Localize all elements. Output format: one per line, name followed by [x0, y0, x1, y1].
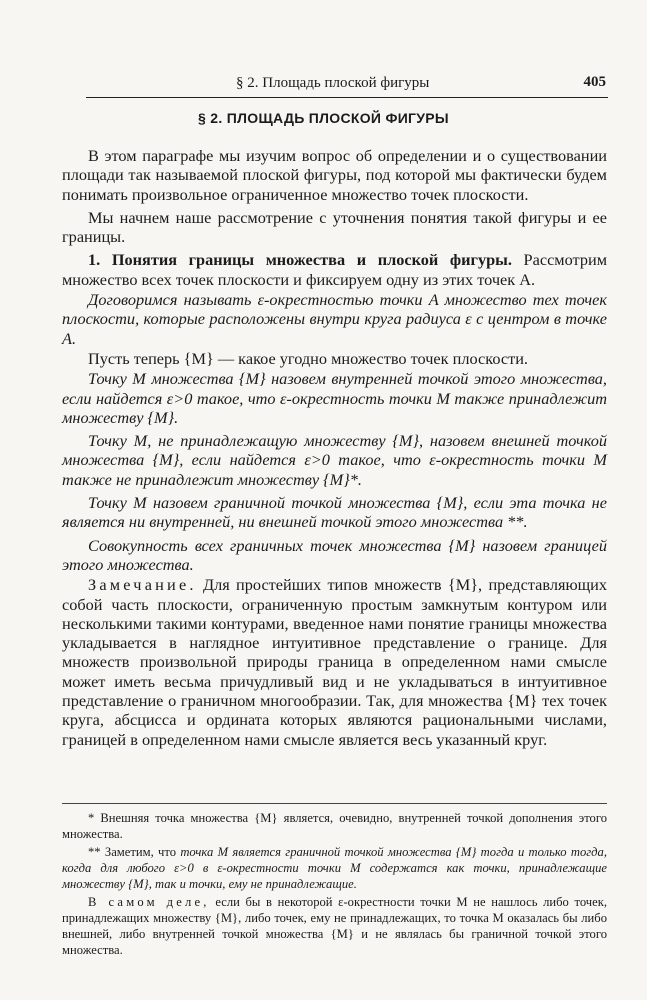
definition-boundary-text: Совокупность всех граничных точек множества {M} назовем границей этого множества. [62, 535, 607, 574]
page-number: 405 [583, 74, 606, 90]
definition-boundary-point-text: Точку M назовем граничной точкой множества {M}, если эта точка не является ни внутренней, ни внешней точкой этого множества **. [62, 493, 607, 532]
section-title: § 2. ПЛОЩАДЬ ПЛОСКОЙ ФИГУРЫ [198, 110, 449, 126]
body-text [62, 146, 607, 753]
definition-interior-point [62, 369, 607, 427]
footnote-2-statement: точка M является граничной точкой множества {M} тогда и только тогда, когда для любого ε>0 в ε-окрестности точки M содержатся как точки, принадлежащие множеству {M}, так и точки, ему не принадлежащие. [62, 845, 607, 891]
footnote-2-lead: ** Заметим, что [88, 845, 181, 859]
definition-neighborhood [62, 290, 607, 348]
remark [62, 575, 607, 749]
paragraph-intro: В этом параграфе мы изучим вопрос об определении и о существовании площади так называемой плоской фигуры, под которой мы фактически будем понимать произвольное ограниченное множество точек плоскости. [62, 146, 607, 204]
footnotes [62, 803, 607, 960]
footnote-2 [62, 844, 607, 892]
remark-label: Замечание. [88, 575, 197, 595]
paragraph-plan: Мы начнем наше рассмотрение с уточнения понятия такой фигуры и ее границы. [62, 207, 607, 247]
running-head [86, 73, 608, 98]
footnote-3-label: В самом деле, [88, 895, 210, 909]
footnote-1: * Внешняя точка множества {M} является, очевидно, внутренней точкой дополнения этого множества. [62, 811, 607, 841]
footnote-3 [62, 894, 607, 958]
footnote-3-text: если бы в некоторой ε-окрестности точки M не нашлось либо точек, принадлежащих множеству {M}, либо точек, ему не принадлежащих, то точка M оказалась бы либо внешней, либо внутренней точкой множества {M} и не являлась бы граничной точкой этого множества. [62, 895, 607, 957]
definition-neighborhood-text: Договоримся называть ε-окрестностью точки A множество тех точек плоскости, которые расположены внутри круга радиуса ε с центром в точке A. [62, 290, 607, 348]
definition-boundary-point [62, 493, 607, 532]
subsection-text: Рассмотрим множество всех точек плоскости и фиксируем одну из этих точек A. [62, 250, 607, 289]
definition-boundary [62, 536, 607, 575]
running-head-title: § 2. Площадь плоской фигуры [236, 75, 430, 91]
remark-text: Для простейших типов множеств {M}, представляющих собой часть плоскости, ограниченную простым замкнутым контуром или несколькими такими контурами, введенное нами понятие границы множества укладывается в наглядное интуитивное представление о границе. Для множеств произвольной природы граница в определенном нами смысле может иметь весьма причудливый вид и не укладываться в интуитивное представление о граничном многообразии. Так, для множества {M} тех точек круга, абсцисса и ордината которых являются рациональными числами, границей в определенном нами смысле является весь указанный круг. [62, 575, 607, 749]
definition-interior-text: Точку M множества {M} назовем внутренней точкой этого множества, если найдется ε>0 такое, что ε-окрестность точки M также принадлежит множеству {M}. [62, 369, 607, 427]
definition-exterior-point [62, 431, 607, 489]
paragraph-set: Пусть теперь {M} — какое угодно множество точек плоскости. [88, 348, 529, 368]
subsection-heading: 1. Понятия границы множества и плоской фигуры. [88, 250, 512, 270]
definition-exterior-text: Точку M, не принадлежащую множеству {M}, назовем внешней точкой множества {M}, если найдется ε>0 такое, что ε-окрестность точки M также не принадлежит множеству {M}*. [62, 431, 607, 489]
paragraph-subsection-1 [62, 250, 607, 289]
